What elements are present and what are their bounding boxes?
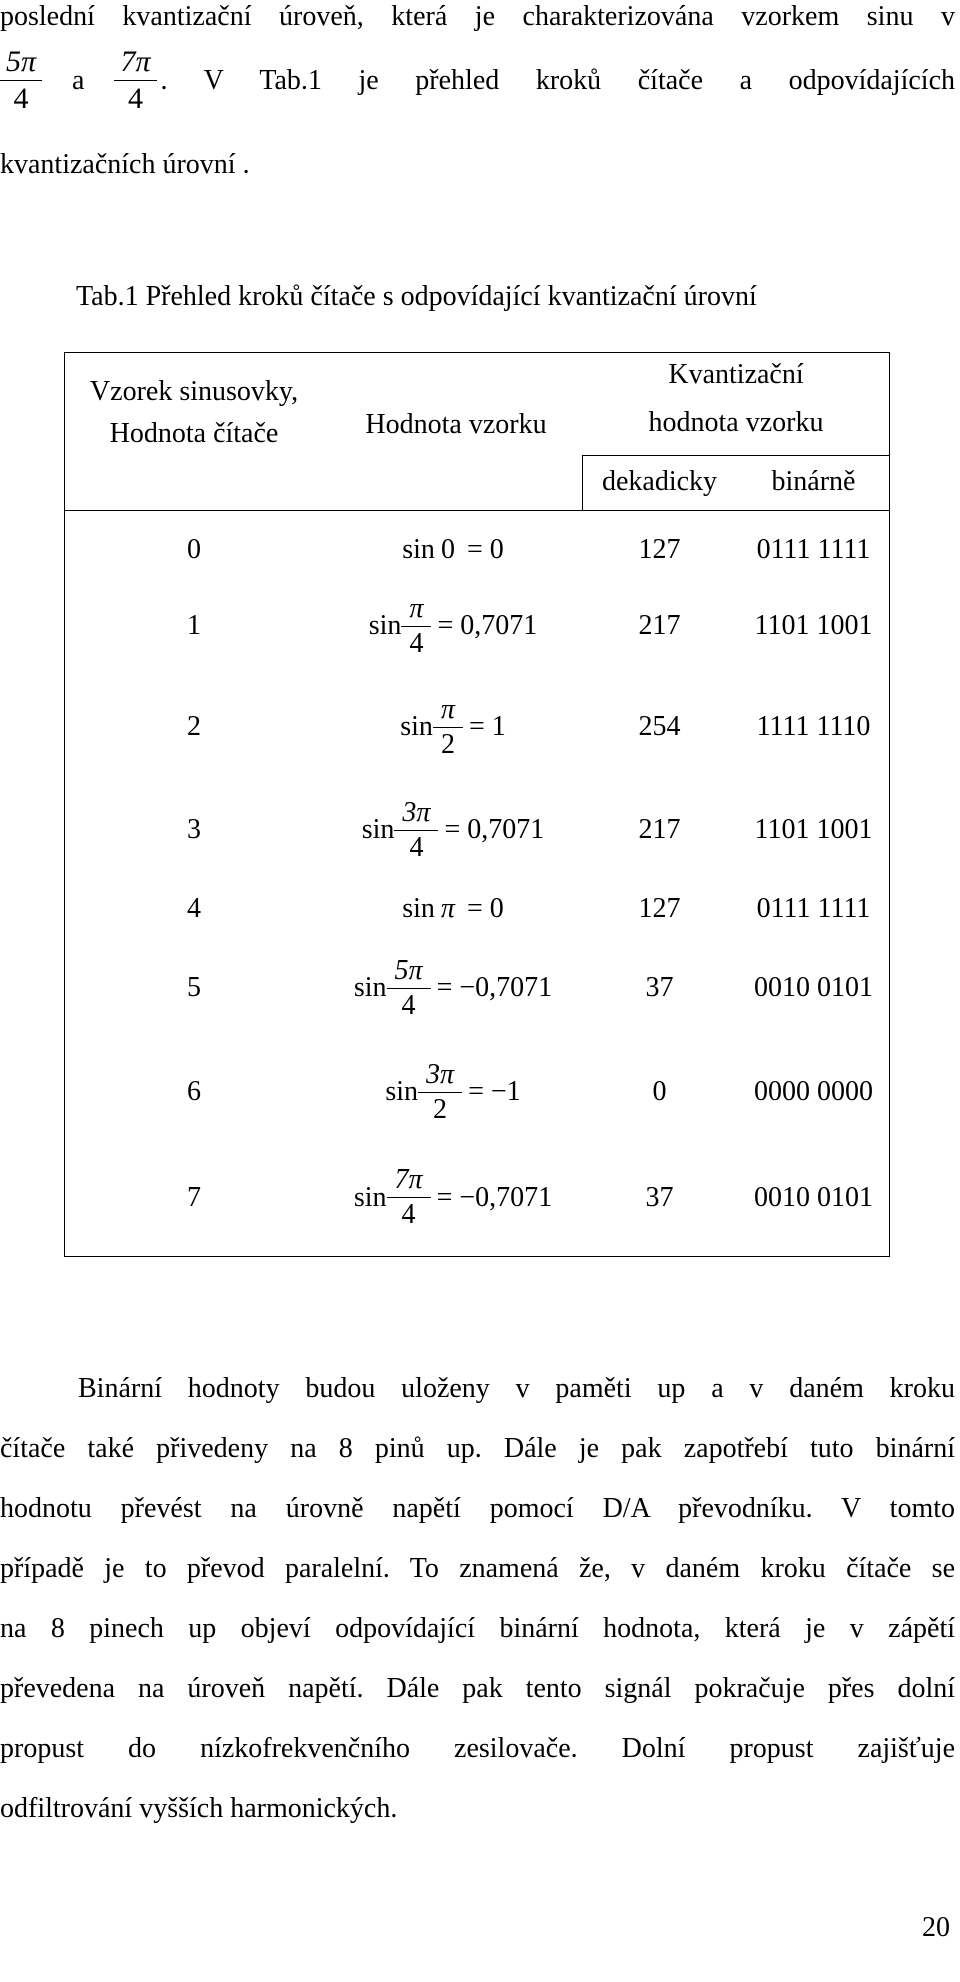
fraction-denominator: 4 [409,831,424,863]
formula-result: = −1 [468,1076,521,1107]
argument: π [440,893,455,924]
header-col1-line2: Hodnota čítače [109,418,279,449]
header-sample-value: Hodnota vzorku [365,409,547,440]
sin-label: sin [385,1076,419,1107]
sin-label: sin [353,972,387,1003]
fraction-denominator: 4 [401,989,416,1021]
cell-decimal: 217 [638,814,681,845]
cell-formula [324,938,582,1038]
argument-fraction [405,592,427,661]
paragraph-line: hodnotu převést na úrovně napětí pomocí D/A převodníku. V tomto [0,1493,955,1524]
cell-binary: 0111 1111 [756,534,871,565]
paragraph-line: případě je to převod paralelní. To znamená že, v daném kroku čítače se [0,1553,955,1584]
sine-formula [362,796,545,865]
fraction-numerator: 3π [426,1058,455,1090]
argument-fraction [398,796,434,865]
cell-formula [324,520,582,580]
header-col1-line1: Vzorek sinusovky, [89,376,299,407]
fraction-denominator: 4 [401,1199,416,1230]
formula-result: = 0,7071 [437,610,538,641]
page-number: 20 [922,1912,950,1943]
cell-decimal: 127 [638,534,681,565]
paragraph-line: propust do nízkofrekvenčního zesilovače. Dolní propust zajišťuje [0,1733,955,1764]
cell-decimal: 217 [638,610,681,641]
fraction-denominator: 2 [440,728,455,760]
cell-formula [324,675,582,779]
formula-result: = −0,7071 [436,1181,553,1213]
paragraph-line: odfiltrování vyšších harmonických. [0,1793,398,1824]
sine-formula [400,693,506,762]
table-caption: Tab.1 Přehled kroků čítače s odpovídající kvantizační úrovní [76,281,757,312]
paragraph-line: čítače také přivedeny na 8 pinů up. Dále je pak zapotřebí tuto binární [0,1433,955,1464]
formula-result: = −0,7071 [436,972,553,1003]
cell-decimal: 37 [645,1181,674,1213]
argument-fraction [422,1058,458,1127]
fraction-numerator: 3π [402,796,431,828]
header-col3-line2: hodnota vzorku [648,407,824,438]
formula-result: = 0 [466,893,504,924]
formula-result: = 0 [466,534,504,565]
subheader-top-line [582,455,890,456]
cell-decimal: 37 [645,972,674,1003]
fraction-7pi-4 [114,44,156,117]
cell-binary: 1101 1001 [754,610,873,641]
fraction-numerator: 7π [394,1164,423,1195]
argument-fraction [391,954,427,1023]
table-header-divider [64,510,890,511]
cell-formula [324,880,582,938]
fraction-numerator: π [440,693,455,725]
intro-line-2 [0,44,955,117]
sine-formula [369,592,538,661]
sin-label: sin [400,711,433,742]
formula-result: = 0,7071 [444,814,545,845]
cell-decimal: 127 [638,893,681,924]
sin-label: sin [368,610,402,641]
cell-binary: 0111 1111 [756,893,871,924]
argument-fraction [437,693,459,762]
cell-binary: 0000 0000 [754,1076,873,1107]
sine-formula [354,954,552,1023]
fraction-denominator: 4 [127,82,143,115]
sine-formula [402,892,504,926]
header-quantized-value [582,358,890,440]
intro-line-3: kvantizačních úrovní . [0,149,250,180]
header-binary: binárně [771,466,856,497]
cell-step: 4 [187,893,201,924]
header-decimal: dekadicky [601,466,718,497]
cell-decimal: 254 [638,711,681,742]
sine-formula [354,1163,552,1232]
paragraph-line: Binární hodnoty budou uloženy v paměti up a v daném kroku [78,1373,955,1404]
conjunction-a: a [72,64,85,96]
sin-label: sin [353,1181,387,1213]
intro-line-2-text: . V Tab.1 je přehled kroků čítače a odpovídajících [160,64,955,96]
sin-label: sin [402,893,435,924]
sin-label: sin [361,814,395,845]
formula-result: = 1 [468,711,506,742]
header-col3-line1: Kvantizační [668,359,804,390]
fraction-denominator: 4 [409,627,424,659]
cell-step: 7 [187,1181,201,1213]
cell-formula [324,1040,582,1144]
fraction-numerator: π [409,592,424,624]
cell-formula [324,782,582,878]
cell-binary: 0010 0101 [754,972,873,1003]
fraction-5pi-4 [0,44,42,117]
fraction-denominator: 2 [433,1093,448,1125]
paragraph-line: převedena na úroveň napětí. Dále pak tento signál pokračuje přes dolní [0,1673,955,1704]
cell-step: 2 [187,711,201,742]
cell-binary: 1101 1001 [754,814,873,845]
sine-formula [402,533,503,567]
header-sample-counter [64,375,324,451]
cell-step: 6 [187,1076,201,1107]
fraction-numerator: 5π [6,45,37,78]
fraction-numerator: 7π [120,45,151,78]
cell-binary: 0010 0101 [754,1181,873,1213]
cell-binary: 1111 1110 [756,711,871,742]
cell-step: 1 [187,610,201,641]
fraction-denominator: 4 [13,82,29,115]
sin-label: sin [402,534,435,565]
cell-decimal: 0 [652,1076,667,1107]
cell-formula [324,1145,582,1250]
cell-step: 5 [187,972,201,1003]
argument: 0 [440,534,455,565]
sine-formula [385,1058,520,1127]
fraction-numerator: 5π [394,954,423,986]
cell-step: 3 [187,814,201,845]
argument-fraction [391,1163,427,1232]
intro-line-1: poslední kvantizační úroveň, která je charakterizována vzorkem sinu v [0,1,955,32]
cell-step: 0 [187,534,201,565]
paragraph-line: na 8 pinech up objeví odpovídající binární hodnota, která je v zápětí [0,1613,955,1644]
cell-formula [324,578,582,674]
